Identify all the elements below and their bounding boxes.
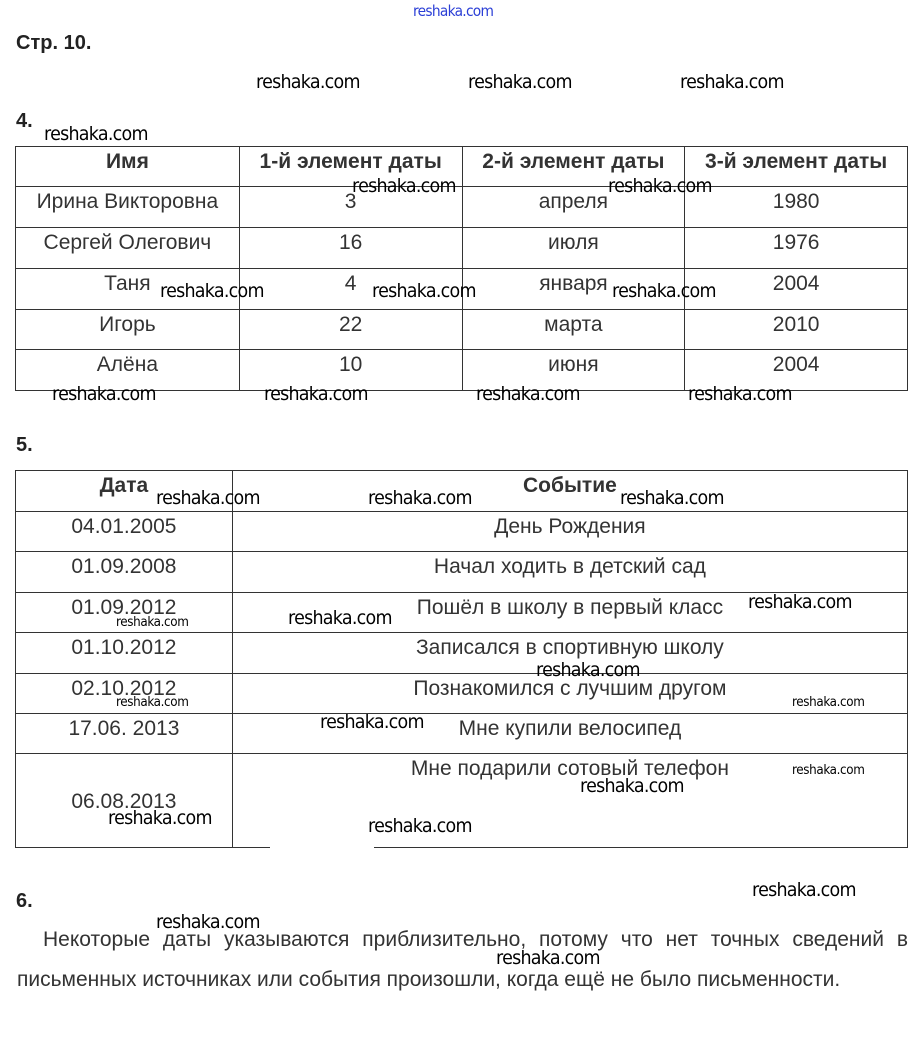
cell: января: [462, 269, 685, 310]
cell: 01.09.2012: [16, 593, 233, 633]
watermark: reshaka.com: [368, 815, 472, 837]
cell: Начал ходить в детский сад: [232, 552, 907, 593]
cell: 02.10.2012: [16, 674, 233, 714]
cell: 4: [239, 269, 462, 310]
table-row: [16, 310, 908, 350]
cell: 01.10.2012: [16, 633, 233, 674]
cell: Таня: [16, 269, 240, 310]
watermark: reshaka.com: [116, 615, 189, 630]
header-cell: 1-й элемент даты: [239, 147, 462, 187]
header-cell: Дата: [16, 471, 233, 512]
cell: апреля: [462, 187, 685, 228]
watermark: reshaka.com: [413, 2, 494, 20]
table-row: [16, 552, 908, 593]
header-cell: 2-й элемент даты: [462, 147, 685, 187]
watermark: reshaka.com: [580, 775, 684, 797]
cell: 2010: [685, 310, 908, 350]
watermark: reshaka.com: [608, 175, 712, 197]
cell: Мне купили велосипед: [232, 714, 907, 754]
watermark: reshaka.com: [792, 763, 865, 778]
watermark: reshaka.com: [108, 807, 212, 829]
watermark: reshaka.com: [320, 711, 424, 733]
watermark: reshaka.com: [792, 695, 865, 710]
watermark: reshaka.com: [372, 280, 476, 302]
header-cell: Событие: [232, 471, 907, 512]
table-row: [16, 228, 908, 269]
task-5-number: 5.: [16, 434, 33, 456]
cell: Игорь: [16, 310, 240, 350]
cell: 06.08.2013: [16, 754, 233, 848]
cell: 2004: [685, 350, 908, 391]
task-5-table: [15, 470, 908, 848]
watermark: reshaka.com: [748, 591, 852, 613]
table-row: [16, 187, 908, 228]
cell: 01.09.2008: [16, 552, 233, 593]
header-cell: 3-й элемент даты: [685, 147, 908, 187]
watermark: reshaka.com: [256, 71, 360, 93]
watermark: reshaka.com: [620, 487, 724, 509]
watermark: reshaka.com: [264, 383, 368, 405]
task-6-text: Некоторые даты указываются приблизительно, потому что нет точных сведений в письменных источниках или события произошли, когда ещё не было письменности.: [17, 928, 908, 991]
task-4-table: [15, 146, 908, 391]
watermark: reshaka.com: [680, 71, 784, 93]
watermark: reshaka.com: [288, 607, 392, 629]
watermark: reshaka.com: [476, 383, 580, 405]
cell: июля: [462, 228, 685, 269]
watermark: reshaka.com: [536, 659, 640, 681]
table-row: [16, 512, 908, 552]
watermark: reshaka.com: [160, 280, 264, 302]
cell: 22: [239, 310, 462, 350]
cell: Ирина Викторовна: [16, 187, 240, 228]
watermark: reshaka.com: [688, 383, 792, 405]
watermark: reshaka.com: [496, 947, 600, 969]
watermark: reshaka.com: [468, 71, 572, 93]
cell: 3: [239, 187, 462, 228]
watermark: reshaka.com: [352, 175, 456, 197]
cell: Пошёл в школу в первый класс: [232, 593, 907, 633]
cell: Алёна: [16, 350, 240, 391]
watermark: reshaka.com: [116, 695, 189, 710]
cell: 1976: [685, 228, 908, 269]
watermark: reshaka.com: [752, 879, 856, 901]
watermark: reshaka.com: [368, 487, 472, 509]
table-row: [16, 714, 908, 754]
page-title: Стр. 10.: [16, 32, 92, 54]
cell: Познакомился с лучшим другом: [232, 674, 907, 714]
watermark: reshaka.com: [52, 383, 156, 405]
header-cell: Имя: [16, 147, 240, 187]
cell: 2004: [685, 269, 908, 310]
cell: 1980: [685, 187, 908, 228]
table-header-row: [16, 147, 908, 187]
task-4-number: 4.: [16, 110, 33, 132]
cell: 16: [239, 228, 462, 269]
cell: Записался в спортивную школу: [232, 633, 907, 674]
cell: День Рождения: [232, 512, 907, 552]
table-row: [16, 633, 908, 674]
cell: Мне подарили сотовый телефон: [232, 754, 907, 848]
watermark: reshaka.com: [156, 487, 260, 509]
watermark: reshaka.com: [612, 280, 716, 302]
cell: июня: [462, 350, 685, 391]
cell: 04.01.2005: [16, 512, 233, 552]
cell: Сергей Олегович: [16, 228, 240, 269]
cell: 17.06. 2013: [16, 714, 233, 754]
cell: 10: [239, 350, 462, 391]
line-gap: [270, 845, 374, 849]
task-6-number: 6.: [16, 890, 33, 912]
watermark: reshaka.com: [156, 911, 260, 933]
cell: марта: [462, 310, 685, 350]
watermark: reshaka.com: [44, 123, 148, 145]
